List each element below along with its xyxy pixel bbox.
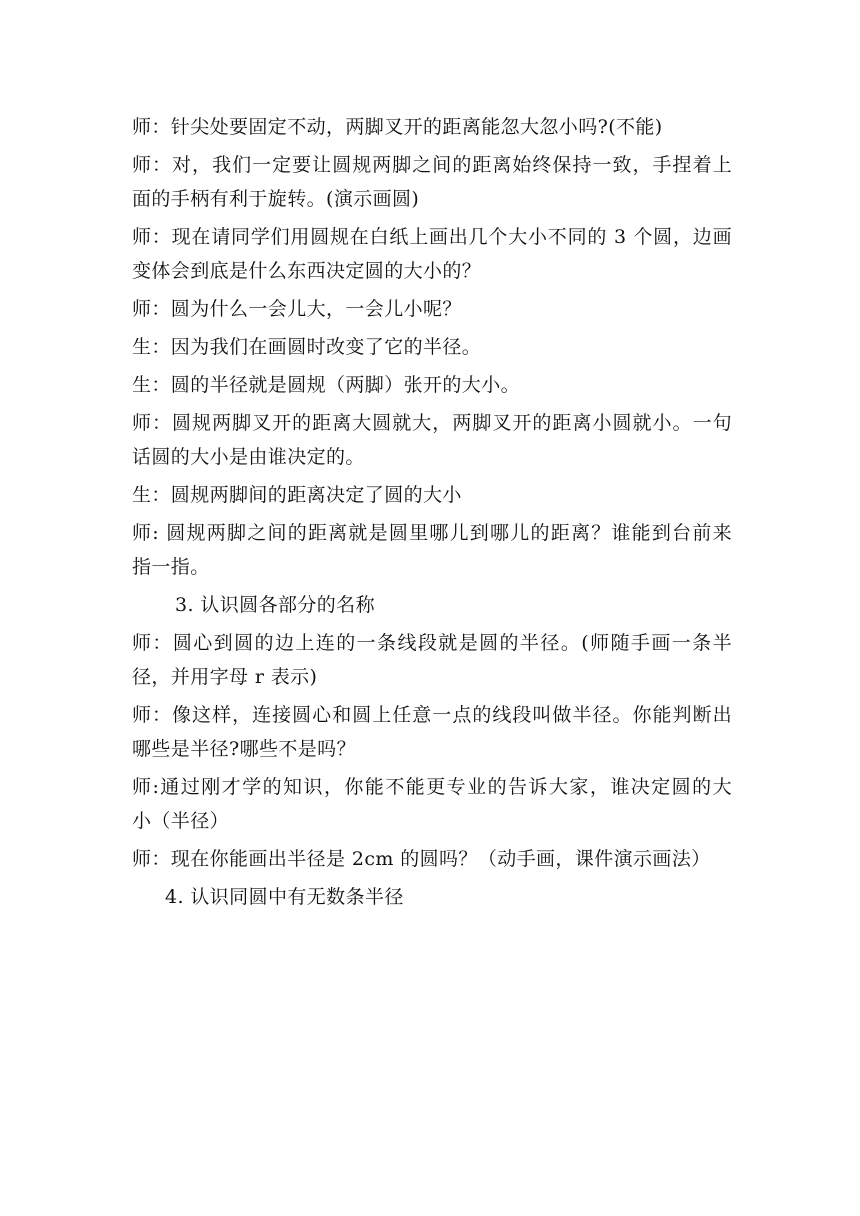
text-line: 生：因为我们在画圆时改变了它的半径。 xyxy=(132,336,482,358)
document-body xyxy=(132,110,732,918)
text-line: 师：针尖处要固定不动，两脚叉开的距离能忽大忽小吗?(不能) xyxy=(132,116,663,138)
text-line: 径，并用字母 r 表示) xyxy=(132,666,318,688)
text-line: 生：圆的半径就是圆规（两脚）张开的大小。 xyxy=(132,374,521,396)
text-line: 师:通过刚才学的知识，你能不能更专业的告诉大家，谁决定圆的大 xyxy=(132,776,732,798)
text-line: 师：像这样，连接圆心和圆上任意一点的线段叫做半径。你能判断出 xyxy=(132,704,732,726)
text-line: 话圆的大小是由谁决定的。 xyxy=(132,446,365,468)
section-heading: 4. 认识同圆中有无数条半径 xyxy=(165,886,404,908)
text-line: 哪些是半径?哪些不是吗？ xyxy=(132,738,356,760)
text-line: 师：圆规两脚叉开的距离大圆就大，两脚叉开的距离小圆就小。一句 xyxy=(132,412,732,434)
text-line: 生：圆规两脚间的距离决定了圆的大小 xyxy=(132,484,462,506)
text-line: 师：圆为什么一会儿大，一会儿小呢？ xyxy=(132,298,462,320)
text-line: 面的手柄有利于旋转。(演示画圆) xyxy=(132,188,420,210)
text-line: 师：对，我们一定要让圆规两脚之间的距离始终保持一致，手捏着上 xyxy=(132,154,732,176)
text-line: 师: 圆规两脚之间的距离就是圆里哪儿到哪儿的距离？谁能到台前来 xyxy=(132,522,732,544)
text-line: 小（半径） xyxy=(132,810,230,832)
text-line: 指一指。 xyxy=(132,556,210,578)
text-line: 师：现在你能画出半径是 2cm 的圆吗？（动手画，课件演示画法） xyxy=(132,848,711,870)
text-line: 师：圆心到圆的边上连的一条线段就是圆的半径。(师随手画一条半 xyxy=(132,632,732,654)
section-heading: 3. 认识圆各部分的名称 xyxy=(175,594,375,616)
text-line: 师：现在请同学们用圆规在白纸上画出几个大小不同的 3 个圆，边画 xyxy=(132,226,732,248)
text-line: 变体会到底是什么东西决定圆的大小的？ xyxy=(132,260,482,282)
